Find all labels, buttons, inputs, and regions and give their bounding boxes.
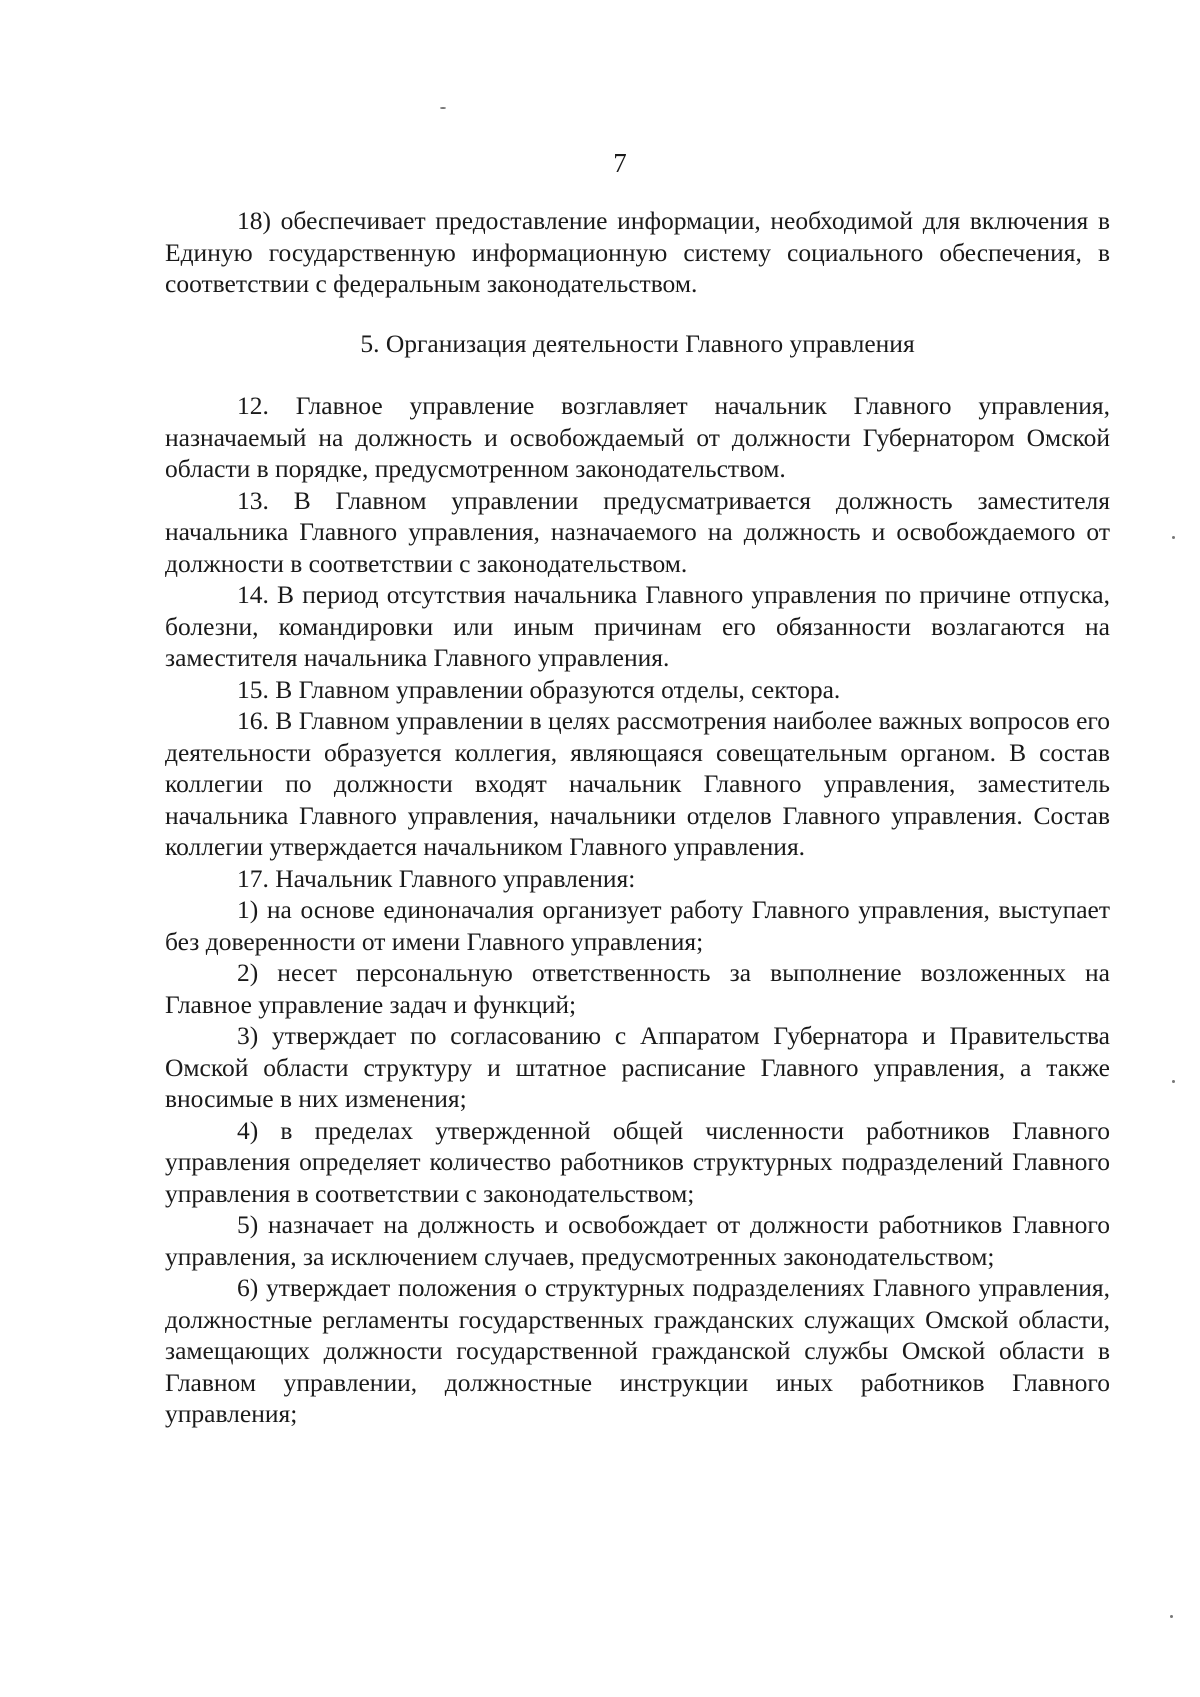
scan-speck bbox=[1170, 1615, 1173, 1618]
list-item-1: 1) на основе единоначалия организует работу Главного управления, выступает без доверенности от имени Главного управления; bbox=[165, 895, 1110, 956]
paragraph-15: 15. В Главном управлении образуются отделы, сектора. bbox=[237, 674, 841, 704]
scan-speck bbox=[440, 107, 446, 109]
list-item-6: 6) утверждает положения о структурных подразделениях Главного управления, должностные регламенты государственных гражданских служащих Омской области, замещающих должности государственной гражданской службы Омской области в Главном управлении, должностные инструкции иных работников Главного управления; bbox=[165, 1273, 1110, 1428]
paragraph-13: 13. В Главном управлении предусматривается должность заместителя начальника Главного управления, назначаемого на должность и освобождаемого от должности в соответствии с законодательством. bbox=[165, 485, 1110, 578]
scan-speck bbox=[1172, 1080, 1175, 1083]
scan-speck bbox=[1172, 536, 1175, 539]
document-body bbox=[165, 205, 1110, 1430]
section-heading: 5. Организация деятельности Главного управления bbox=[360, 328, 915, 358]
paragraph-14: 14. В период отсутствия начальника Главного управления по причине отпуска, болезни, командировки или иным причинам его обязанности возлагаются на заместителя начальника Главного управления. bbox=[165, 580, 1110, 672]
list-item-18: 18) обеспечивает предоставление информации, необходимой для включения в Единую государственную информационную систему социального обеспечения, в соответствии с федеральным законодательством. bbox=[165, 206, 1110, 298]
paragraph-16: 16. В Главном управлении в целях рассмотрения наиболее важных вопросов его деятельности образуется коллегия, являющаяся совещательным органом. В состав коллегии по должности входят начальник Главного управления, заместитель начальника Главного управления, начальники отделов Главного управления. Состав коллегии утверждается начальником Главного управления. bbox=[165, 706, 1110, 861]
list-item-2: 2) несет персональную ответственность за выполнение возложенных на Главное управление задач и функций; bbox=[165, 958, 1110, 1019]
list-item-4: 4) в пределах утвержденной общей численности работников Главного управления определяет количество работников структурных подразделений Главного управления в соответствии с законодательством; bbox=[165, 1115, 1110, 1208]
list-item-3: 3) утверждает по согласованию с Аппаратом Губернатора и Правительства Омской области структуру и штатное расписание Главного управления, а также вносимые в них изменения; bbox=[165, 1021, 1110, 1113]
paragraph-17: 17. Начальник Главного управления: bbox=[237, 863, 636, 893]
list-item-5: 5) назначает на должность и освобождает от должности работников Главного управления, за исключением случаев, предусмотренных законодательством; bbox=[165, 1210, 1110, 1271]
page-number: 7 bbox=[613, 148, 627, 178]
paragraph-12: 12. Главное управление возглавляет начальник Главного управления, назначаемый на должность и освобождаемый от должности Губернатором Омской области в порядке, предусмотренном законодательством. bbox=[165, 391, 1110, 483]
